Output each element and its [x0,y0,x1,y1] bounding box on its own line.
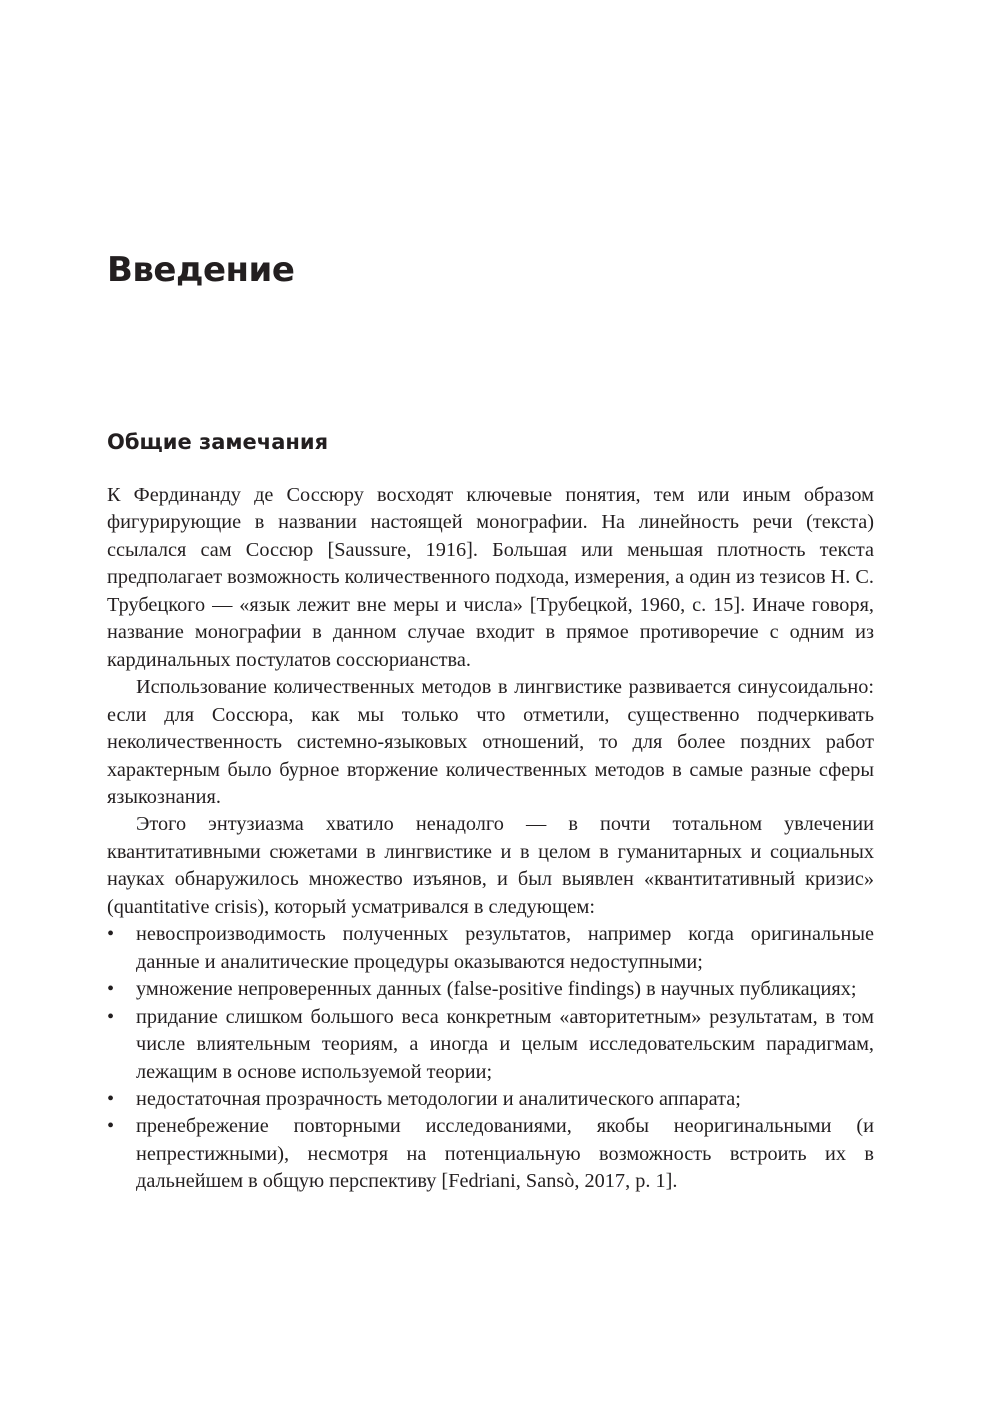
list-item-text: пренебрежение повторными исследованиями, якобы неоригинальными (и непрестижными), несмотря на потенциальную возможность встроить их в дальнейшем в общую перспективу [Fedriani, Sansò, 2017, p. 1]. [136,1115,874,1193]
bullet-icon: • [107,978,115,1001]
bullet-icon: • [107,1115,115,1138]
list-item-text: придание слишком большого веса конкретным «авторитетным» результатам, в том числе влиятельным теориям, а иногда и целым исследовательским парадигмам, лежащим в основе используемой теории; [136,1005,874,1083]
list-item [107,921,874,976]
list-item [107,1113,874,1195]
list-item-text: умножение непроверенных данных (false-positive findings) в научных публикациях; [136,978,857,1001]
bullet-icon: • [107,1087,115,1110]
list-item [107,1086,874,1113]
paragraph-2: Использование количественных методов в лингвистике развивается синусоидально: если для Соссюра, как мы только что отметили, существенно подчеркивать неколичественность системно-языковых отношений, то для более поздних работ характерным было бурное вторжение количественных методов в самые разные сферы языкознания. [107,676,874,808]
paragraph-3: Этого энтузиазма хватило ненадолго — в почти тотальном увлечении квантитативными сюжетами в лингвистике и в целом в гуманитарных и социальных науках обнаружилось множество изъянов, и был выявлен «квантитативный кризис» (quantitative crisis), который усматривался в следующем: [107,813,874,918]
bullet-icon: • [107,923,115,946]
crisis-bullet-list [107,921,874,1196]
list-item [107,1004,874,1086]
list-item [107,976,874,1003]
bullet-icon: • [107,1005,115,1028]
paragraph-1: К Фердинанду де Соссюру восходят ключевые понятия, тем или иным образом фигурирующие в названии настоящей монографии. На линейность речи (текста) ссылался сам Соссюр [Saussure, 1916]. Большая или меньшая плотность текста предполагает возможность количественного подхода, измерения, а один из тезисов Н. С. Трубецкого — «язык лежит вне меры и числа» [Трубецкой, 1960, с. 15]. Иначе говоря, название монографии в данном случае входит в прямое противоречие с одним из кардинальных постулатов соссюрианства. [107,484,874,671]
body-text [107,482,874,1196]
list-item-text: недостаточная прозрачность методологии и аналитического аппарата; [136,1087,741,1110]
chapter-title: Введение [107,250,295,290]
section-title: Общие замечания [107,430,329,454]
list-item-text: невоспроизводимость полученных результатов, например когда оригинальные данные и аналитические процедуры оказываются недоступными; [136,923,874,973]
